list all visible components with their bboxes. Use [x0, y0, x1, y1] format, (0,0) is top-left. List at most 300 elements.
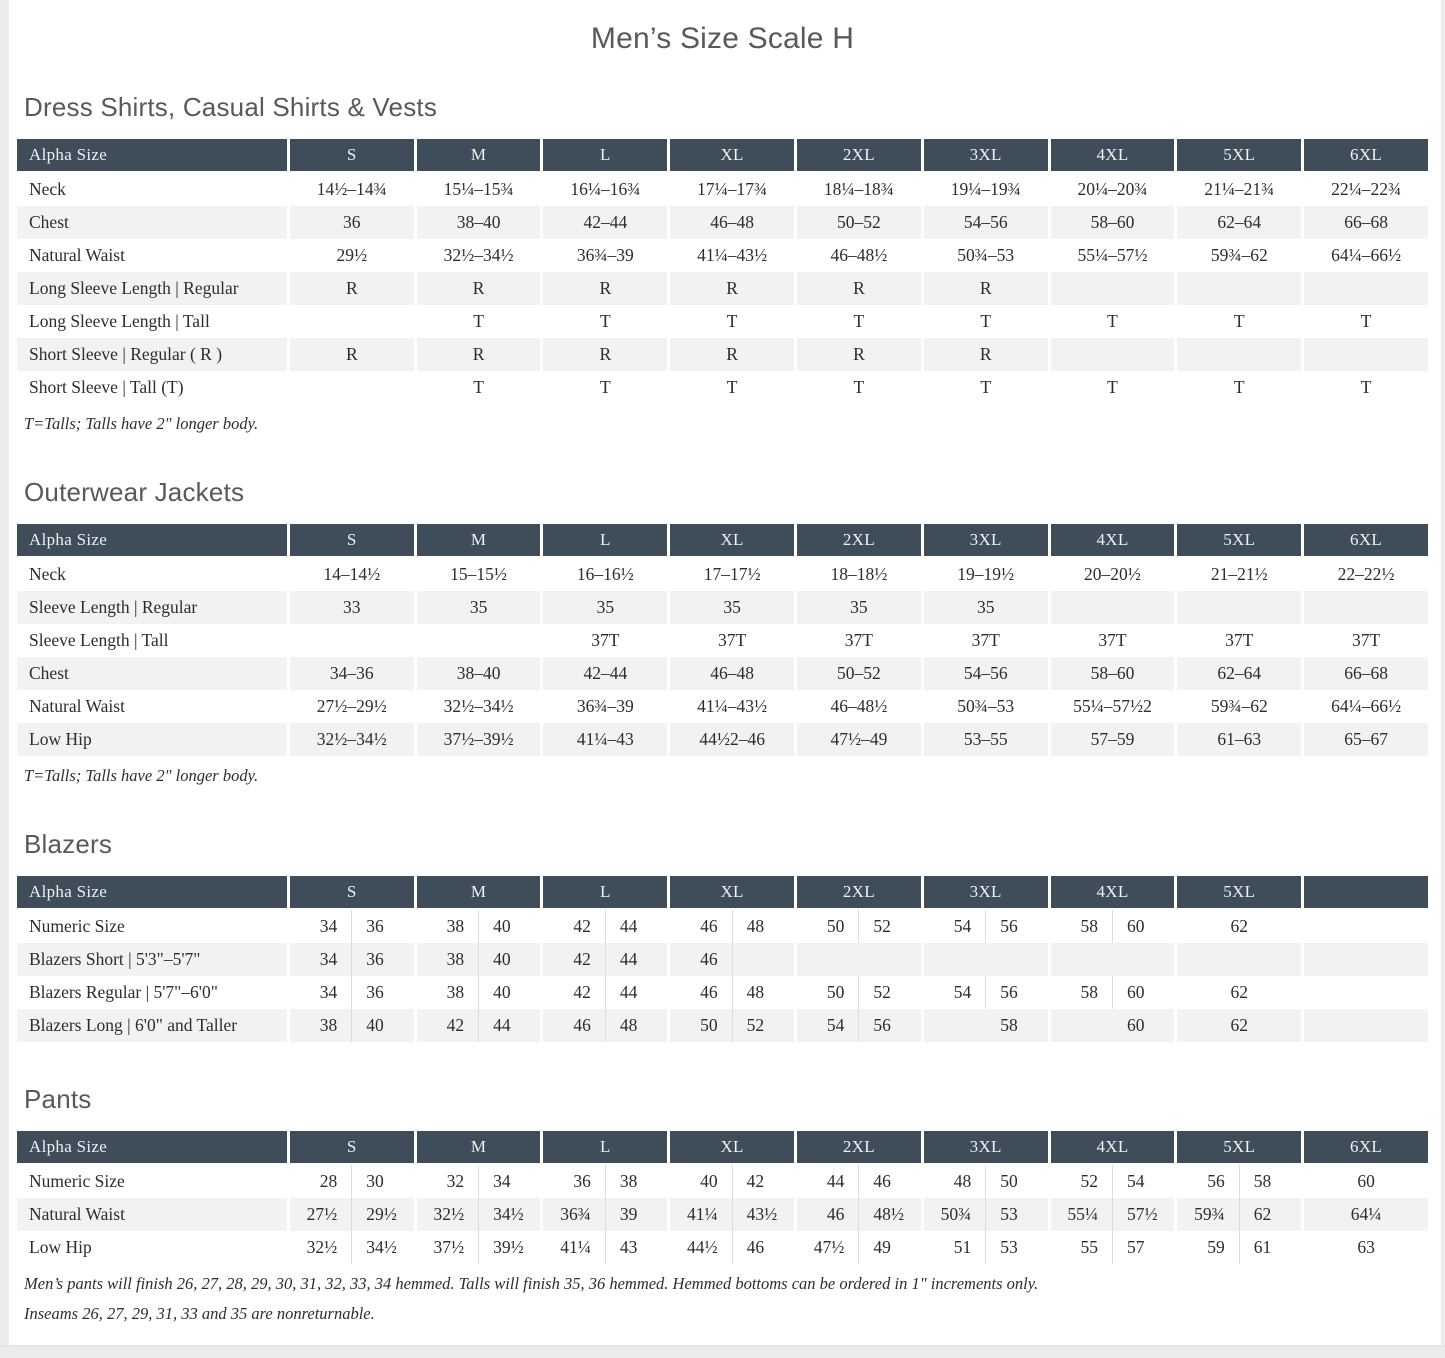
row-label: Low Hip [29, 1236, 92, 1257]
size-cell-pair [797, 1165, 921, 1198]
size-cell: 36 [290, 206, 414, 239]
size-cell: 37T [1098, 629, 1127, 650]
size-cell-merged: 62 [1177, 1009, 1301, 1042]
size-subcell-right: 54 [1126, 1170, 1145, 1191]
size-cell-pair [670, 976, 794, 1009]
size-cell: 35 [670, 591, 794, 624]
size-cell: 55¼–57½ [1077, 245, 1148, 265]
size-cell-pair [290, 910, 414, 943]
size-cell: 22–22½ [1337, 563, 1395, 584]
size-cell: 14½–14¾ [316, 179, 387, 199]
size-cell-pair [417, 910, 541, 943]
size-cell: R [417, 272, 541, 305]
size-cell-pair [543, 1231, 667, 1264]
size-subcell-right: 60 [1126, 1014, 1145, 1035]
header-cell-size: S [290, 1131, 414, 1165]
size-subcell-right: 48 [619, 1014, 638, 1035]
size-table-body [17, 910, 1428, 1042]
size-cell: 27½–29½ [316, 695, 387, 716]
size-cell: 65–67 [1304, 723, 1428, 756]
size-cell: 66–68 [1304, 206, 1428, 239]
table-row [17, 558, 1428, 591]
size-cell: 41¼–43 [543, 723, 667, 756]
size-subcell-right: 39 [619, 1203, 638, 1224]
size-table-head [17, 139, 1428, 173]
size-table-body [17, 173, 1428, 404]
size-cell-pair-wrap [797, 1009, 921, 1042]
row-label: Chest [17, 206, 287, 239]
table-row [17, 173, 1428, 206]
size-cell-pair-wrap [290, 976, 414, 1009]
size-cell: 62–64 [1177, 657, 1301, 690]
size-subcell-left: 58 [1051, 976, 1113, 1009]
size-cell: 54–56 [924, 206, 1048, 239]
table-row [17, 910, 1428, 943]
table-row [17, 272, 1428, 305]
size-cell: 35 [924, 591, 1048, 624]
size-cell-pair-wrap [290, 1009, 414, 1042]
size-cell: 19–19½ [957, 563, 1015, 584]
size-subcell-right: 49 [873, 1236, 891, 1257]
size-subcell-right: 34 [493, 1170, 511, 1191]
size-cell-pair-wrap [290, 1165, 414, 1198]
size-subcell-right: 44 [619, 981, 638, 1002]
size-cell-pair-wrap [1051, 1231, 1175, 1264]
size-cell [1177, 591, 1301, 624]
size-cell-pair-wrap [1051, 1198, 1175, 1231]
size-cell: R [417, 338, 541, 371]
size-cell: 55¼–57½2 [1073, 695, 1152, 716]
size-cell: 35 [797, 591, 921, 624]
size-subcell-left: 59 [1177, 1231, 1239, 1264]
size-cell: T [599, 311, 611, 331]
size-cell-merged: 62 [1230, 915, 1248, 936]
size-subcell-right: 34½ [366, 1236, 397, 1257]
size-subcell-left: 50 [797, 976, 859, 1009]
size-subcell-right: 50 [1000, 1170, 1018, 1191]
size-subcell-right: 57½ [1126, 1203, 1158, 1224]
size-cell: T [980, 311, 992, 331]
size-cell-pair [924, 1198, 1048, 1231]
size-subcell-right: 58 [1000, 1014, 1018, 1035]
row-label: Blazers Regular | 5'7"–6'0" [29, 981, 218, 1002]
table-footnote: T=Talls; Talls have 2" longer body. [24, 765, 259, 785]
header-cell-size: S [290, 876, 414, 910]
size-subcell-right: 52 [873, 981, 891, 1002]
size-cell-pair [670, 943, 794, 976]
size-cell-pair-wrap [1177, 1165, 1301, 1198]
size-cell: 16¼–16¾ [570, 179, 641, 199]
size-subcell-right: 53 [1000, 1236, 1018, 1257]
size-cell-pair-wrap [670, 910, 794, 943]
size-cell: R [543, 338, 667, 371]
section [14, 829, 1431, 1042]
size-cell: 32½–34½ [443, 695, 514, 716]
header-cell-label: Alpha Size [17, 139, 287, 173]
size-table-head [17, 524, 1428, 558]
size-cell: 19¼–19¾ [950, 179, 1021, 199]
size-subcell-left: 34 [290, 943, 352, 976]
size-cell-pair [1177, 1198, 1301, 1231]
size-cell-pair-wrap [290, 910, 414, 943]
size-cell-pair [924, 1231, 1048, 1264]
size-cell-pair-wrap [924, 976, 1048, 1009]
size-subcell-left: 46 [670, 943, 732, 976]
size-cell-pair-wrap [543, 1009, 667, 1042]
size-cell: R [670, 272, 794, 305]
size-subcell-right: 40 [493, 948, 511, 969]
header-cell-size: 5XL [1177, 139, 1301, 173]
size-cell-merged: 64¼ [1304, 1198, 1428, 1231]
header-cell-size: 3XL [924, 139, 1048, 173]
size-cell: 15–15½ [450, 563, 507, 584]
table-row [17, 1165, 1428, 1198]
header-cell-size: S [290, 524, 414, 558]
size-cell-merged [1304, 943, 1428, 976]
size-subcell-left: 54 [797, 1009, 859, 1042]
size-table [14, 1131, 1431, 1264]
row-label: Neck [29, 179, 66, 199]
size-subcell-right: 48½ [873, 1203, 905, 1224]
header-cell-size: 6XL [1304, 524, 1428, 558]
size-subcell-right: 62 [1253, 1203, 1272, 1224]
page-title: Men’s Size Scale H [590, 22, 855, 55]
size-subcell-left: 34 [290, 976, 352, 1009]
size-cell-pair [543, 1198, 667, 1231]
header-cell-size: L [543, 876, 667, 910]
size-subcell-left: 37½ [417, 1231, 479, 1264]
size-cell-pair [924, 1165, 1048, 1198]
row-label: Chest [17, 657, 287, 690]
size-cell: 50–52 [797, 206, 921, 239]
size-cell-pair-wrap [543, 1165, 667, 1198]
header-cell-size: 2XL [797, 1131, 921, 1165]
size-cell-pair-wrap [670, 976, 794, 1009]
header-cell-size: 2XL [797, 524, 921, 558]
size-cell-pair-wrap [1051, 1165, 1175, 1198]
size-cell: 16–16½ [576, 563, 634, 584]
size-cell-pair [1051, 1009, 1175, 1042]
size-cell: T [853, 311, 865, 331]
row-label: Short Sleeve | Regular ( R ) [17, 338, 287, 371]
table-footnote: Men’s pants will finish 26, 27, 28, 29, 30, 31, 32, 33, 34 hemmed. Talls will finish 35, 36 hemmed. Hemmed bottoms can be ordered in 1" increments only. [24, 1273, 1039, 1293]
header-cell-size: 6XL [1304, 1131, 1428, 1165]
size-cell-pair-wrap [1051, 910, 1175, 943]
size-subcell-left: 36¾ [543, 1198, 605, 1231]
size-subcell-left: 27½ [290, 1198, 352, 1231]
size-subcell-left: 56 [1177, 1165, 1239, 1198]
size-cell [1051, 591, 1175, 624]
size-subcell-right: 43 [619, 1236, 638, 1257]
size-cell-pair-wrap [543, 1198, 667, 1231]
size-cell: T [1107, 311, 1118, 331]
size-cell: 64¼–66½ [1331, 245, 1402, 265]
size-subcell-right: 39½ [493, 1236, 524, 1257]
size-cell-pair-wrap [924, 943, 1048, 976]
size-cell: 35 [417, 591, 541, 624]
sections-container [14, 92, 1431, 1325]
size-cell: 34–36 [290, 657, 414, 690]
size-subcell-right: 40 [493, 981, 511, 1002]
size-cell-pair [1051, 1231, 1175, 1264]
section-heading: Dress Shirts, Casual Shirts & Vests [24, 92, 438, 122]
size-subcell-right: 40 [366, 1014, 384, 1035]
size-subcell-left: 50¾ [924, 1198, 986, 1231]
row-label: Blazers Long | 6'0" and Taller [17, 1009, 287, 1042]
row-label: Sleeve Length | Tall [29, 629, 169, 650]
size-subcell-left: 42 [543, 910, 605, 943]
size-cell: 44½2–46 [670, 723, 794, 756]
size-subcell-right: 53 [1000, 1203, 1018, 1224]
size-cell [1304, 591, 1428, 624]
size-subcell-left: 42 [417, 1009, 479, 1042]
size-subcell-left: 46 [543, 1009, 605, 1042]
size-cell-pair [543, 1165, 667, 1198]
size-cell [1051, 272, 1175, 305]
size-cell: 33 [290, 591, 414, 624]
size-cell-pair-wrap [417, 1198, 541, 1231]
table-row [17, 239, 1428, 272]
header-cell-size: 4XL [1051, 524, 1175, 558]
table-footnote: Inseams 26, 27, 29, 31, 33 and 35 are nonreturnable. [24, 1304, 375, 1324]
size-cell-pair [670, 1165, 794, 1198]
size-cell: 59¾–62 [1210, 695, 1268, 716]
size-cell-pair [924, 976, 1048, 1009]
section [14, 1084, 1431, 1326]
size-cell-pair-wrap [290, 943, 414, 976]
size-cell: 17¼–17¾ [697, 179, 768, 199]
header-cell-size: XL [670, 1131, 794, 1165]
size-cell: 59¾–62 [1210, 245, 1268, 265]
header-row [17, 139, 1428, 173]
size-cell: 18¼–18¾ [823, 179, 894, 199]
size-cell: 18–18½ [830, 563, 888, 584]
size-subcell-left: 32½ [290, 1231, 352, 1264]
header-cell-size: 3XL [924, 876, 1048, 910]
size-cell: 20¼–20¾ [1077, 179, 1148, 199]
row-label: Low Hip [17, 723, 287, 756]
row-label: Short Sleeve | Tall (T) [29, 377, 184, 397]
size-cell: 50–52 [797, 657, 921, 690]
size-cell: 37T [591, 629, 620, 650]
size-subcell-left: 42 [543, 976, 605, 1009]
size-cell-pair-wrap [543, 943, 667, 976]
header-row [17, 876, 1428, 910]
size-cell: 21¼–21¾ [1204, 179, 1275, 199]
row-label: Sleeve Length | Regular [17, 591, 287, 624]
size-cell-pair-wrap [417, 910, 541, 943]
size-subcell-left: 44 [797, 1165, 859, 1198]
size-cell-pair-wrap [670, 1198, 794, 1231]
size-cell-pair-wrap [543, 1231, 667, 1264]
size-cell-merged [1177, 943, 1301, 976]
size-cell-pair [290, 976, 414, 1009]
size-cell-pair [924, 910, 1048, 943]
size-cell: R [924, 338, 1048, 371]
size-cell: 36¾–39 [576, 695, 634, 716]
header-row [17, 524, 1428, 558]
size-cell-pair-wrap [924, 910, 1048, 943]
table-row [17, 206, 1428, 239]
size-cell: 61–63 [1177, 723, 1301, 756]
section-heading: Blazers [24, 828, 113, 859]
size-cell-pair-wrap [1051, 1009, 1175, 1042]
size-cell: 22¼–22¾ [1331, 179, 1402, 199]
header-cell-label: Alpha Size [17, 1131, 287, 1165]
size-subcell-right: 58 [1253, 1170, 1272, 1191]
size-cell-pair [417, 943, 541, 976]
size-cell: T [1233, 311, 1245, 331]
size-cell-pair [417, 1231, 541, 1264]
size-cell [1177, 338, 1301, 371]
row-label: Numeric Size [29, 1170, 125, 1191]
size-subcell-right: 48 [746, 981, 765, 1002]
size-cell-pair [924, 1009, 1048, 1042]
size-cell [290, 624, 414, 657]
table-row [17, 1231, 1428, 1264]
size-cell-pair [543, 976, 667, 1009]
size-cell: 20–20½ [1084, 563, 1141, 584]
size-cell: T [599, 377, 611, 397]
size-cell-pair-wrap [797, 943, 921, 976]
size-cell: 42–44 [543, 657, 667, 690]
size-cell-pair [670, 1231, 794, 1264]
size-subcell-right: 57 [1126, 1236, 1145, 1257]
size-subcell-right: 44 [619, 948, 638, 969]
size-cell-pair [670, 1009, 794, 1042]
size-cell: T [473, 377, 484, 397]
size-cell: T [980, 377, 992, 397]
size-cell [290, 371, 414, 404]
size-cell-pair [290, 1231, 414, 1264]
size-subcell-left: 50 [670, 1009, 732, 1042]
size-cell: T [1233, 377, 1245, 397]
size-cell: 14–14½ [323, 563, 381, 584]
size-cell-pair-wrap [417, 976, 541, 1009]
size-cell: R [290, 272, 414, 305]
size-subcell-right: 46 [746, 1236, 765, 1257]
size-cell-pair [797, 976, 921, 1009]
size-table-body [17, 558, 1428, 756]
size-cell: T [853, 377, 865, 397]
size-cell-pair [417, 1198, 541, 1231]
size-table-head [17, 876, 1428, 910]
size-cell [1304, 338, 1428, 371]
size-cell-pair [670, 1198, 794, 1231]
size-cell: R [543, 272, 667, 305]
size-subcell-right: 56 [1000, 915, 1018, 936]
header-cell-size: 3XL [924, 1131, 1048, 1165]
size-cell: T [1360, 311, 1372, 331]
header-cell-size: 2XL [797, 139, 921, 173]
size-cell: 38–40 [417, 657, 541, 690]
size-cell-pair-wrap [417, 1165, 541, 1198]
size-cell-pair-wrap [1177, 1198, 1301, 1231]
size-cell-pair [290, 1009, 414, 1042]
size-subcell-left: 34 [290, 910, 352, 943]
size-cell: 58–60 [1051, 206, 1175, 239]
size-subcell-right: 56 [873, 1014, 891, 1035]
size-cell: 38–40 [417, 206, 541, 239]
size-cell-merged [1304, 1009, 1428, 1042]
size-subcell-right: 36 [366, 915, 384, 936]
size-subcell-left: 38 [417, 943, 479, 976]
header-cell-size: 4XL [1051, 139, 1175, 173]
size-subcell-left: 38 [417, 976, 479, 1009]
size-cell: R [797, 272, 921, 305]
size-subcell-right: 36 [366, 981, 384, 1002]
size-cell: 46–48 [670, 206, 794, 239]
size-cell: 37T [1351, 629, 1381, 650]
header-cell-size: M [417, 139, 541, 173]
size-cell: 58–60 [1051, 657, 1175, 690]
header-cell-size: 4XL [1051, 1131, 1175, 1165]
size-subcell-left: 58 [1051, 910, 1113, 943]
size-cell-pair [1051, 1165, 1175, 1198]
size-cell-pair [670, 910, 794, 943]
header-cell-size: S [290, 139, 414, 173]
size-subcell-right: 30 [366, 1170, 384, 1191]
section-heading: Pants [24, 1083, 92, 1114]
row-label: Long Sleeve Length | Tall [29, 311, 210, 331]
header-cell-size: XL [670, 524, 794, 558]
size-cell-pair-wrap [670, 1165, 794, 1198]
size-cell-pair [290, 1165, 414, 1198]
table-row [17, 943, 1428, 976]
size-cell-pair [417, 1165, 541, 1198]
table-row [17, 338, 1428, 371]
size-cell-pair [797, 1198, 921, 1231]
header-cell-size: 5XL [1177, 1131, 1301, 1165]
size-subcell-left: 46 [670, 910, 732, 943]
size-subcell-left: 51 [924, 1231, 986, 1264]
size-subcell-right: 44 [493, 1014, 511, 1035]
size-cell: 50¾–53 [957, 245, 1015, 265]
row-label: Numeric Size [29, 915, 125, 936]
header-cell-label: Alpha Size [17, 524, 287, 558]
size-subcell-right: 60 [1126, 981, 1145, 1002]
size-cell-pair-wrap [670, 1231, 794, 1264]
header-cell-size: 5XL [1177, 524, 1301, 558]
size-cell: 36¾–39 [576, 245, 634, 265]
size-subcell-left: 55¼ [1051, 1198, 1113, 1231]
size-cell: T [726, 377, 738, 397]
size-subcell-left: 47½ [797, 1231, 859, 1264]
size-subcell-left: 41¼ [543, 1231, 605, 1264]
size-cell: 29½ [336, 245, 368, 265]
size-cell-pair-wrap [417, 943, 541, 976]
size-table [14, 524, 1431, 756]
size-subcell-right: 43½ [746, 1203, 778, 1224]
size-cell-pair [924, 943, 1048, 976]
page-edge-bottom [0, 1345, 1445, 1358]
table-row [17, 690, 1428, 723]
size-cell-merged: 63 [1357, 1236, 1375, 1257]
size-cell: 32½–34½ [443, 245, 514, 265]
size-cell: 17–17½ [703, 563, 761, 584]
table-row [17, 976, 1428, 1009]
size-cell: T [1360, 377, 1372, 397]
size-cell-pair-wrap [290, 1198, 414, 1231]
size-cell: T [473, 311, 484, 331]
size-cell [1177, 272, 1301, 305]
row-label: Natural Waist [29, 695, 125, 716]
size-table [14, 876, 1431, 1042]
header-cell-size: L [543, 1131, 667, 1165]
size-cell-pair [290, 1198, 414, 1231]
size-cell [290, 305, 414, 338]
row-label: Natural Waist [29, 245, 125, 265]
